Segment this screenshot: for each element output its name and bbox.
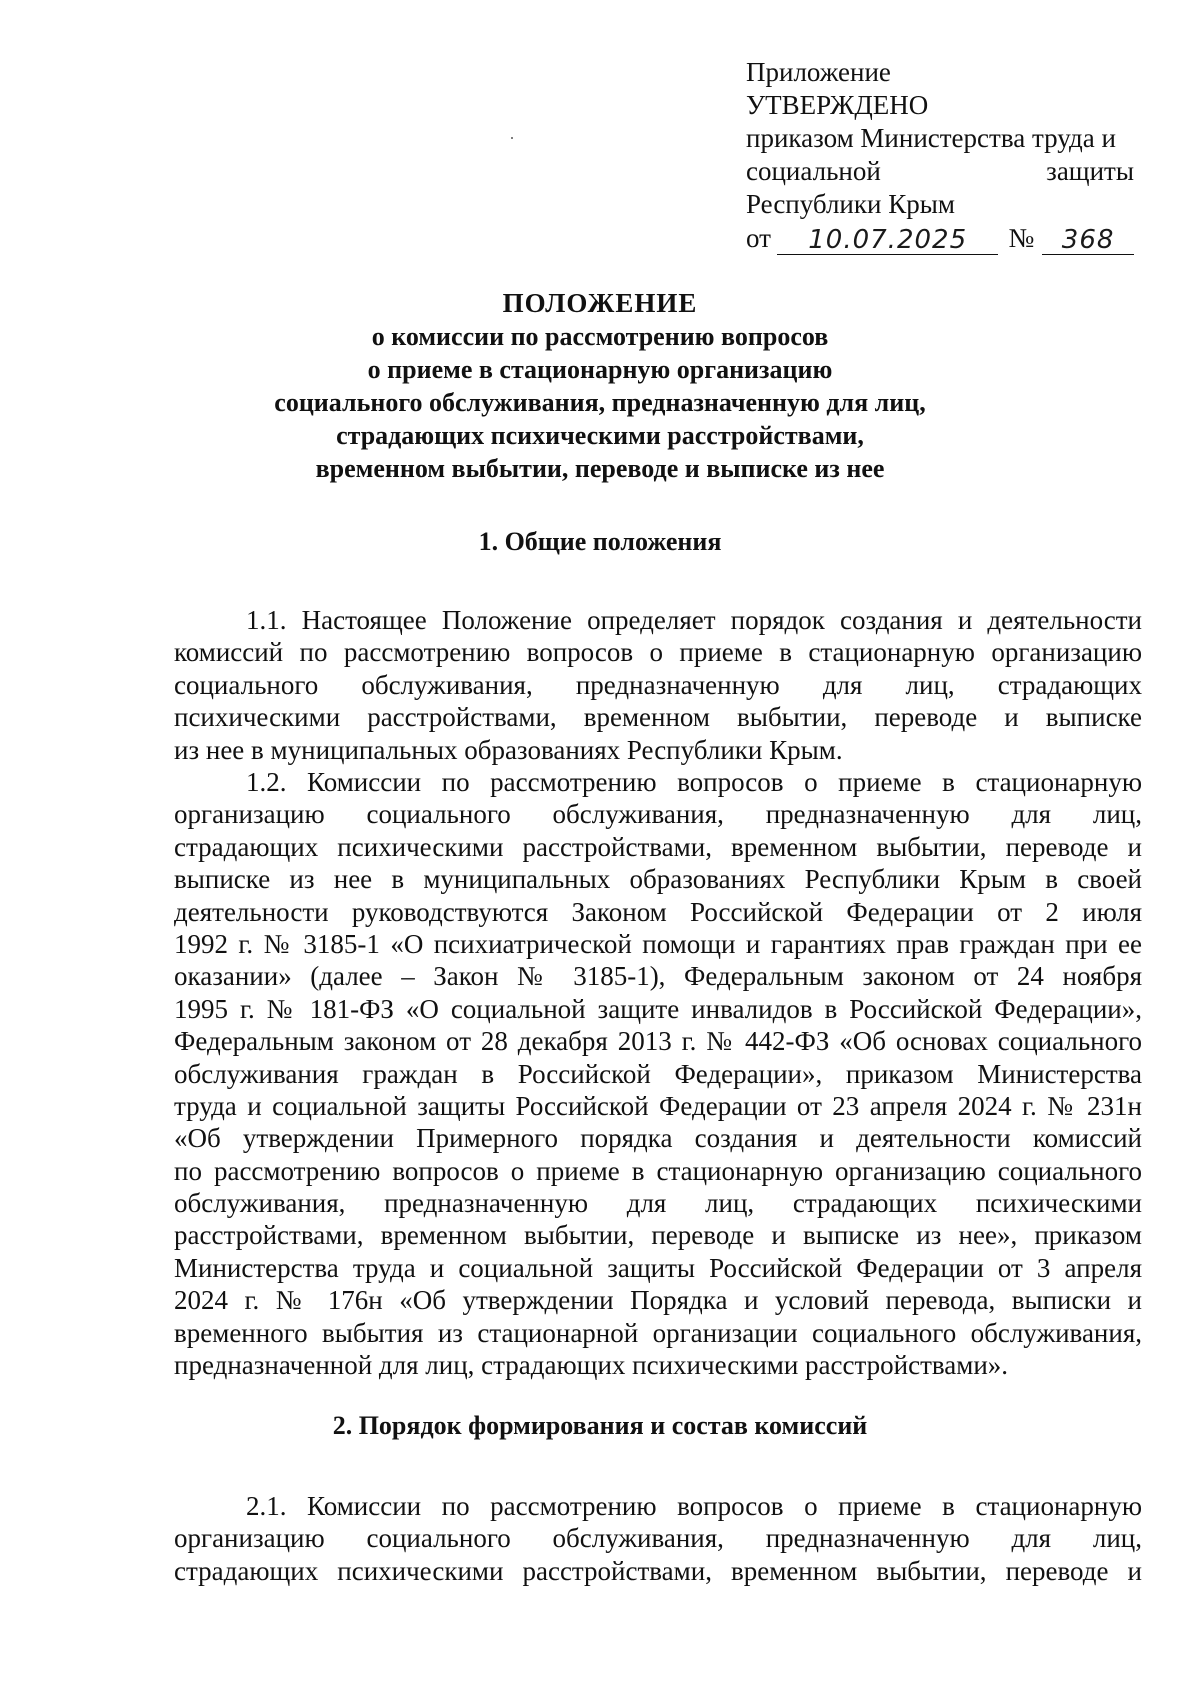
title-line: о приеме в стационарную организацию — [367, 355, 833, 384]
approval-block — [746, 56, 1134, 255]
approval-republic-line: Республики Крым — [746, 189, 955, 219]
approval-ministry-line — [746, 155, 1134, 188]
paragraph-line: 2.1. Комиссии по рассмотрению вопросов о приеме в стационарную — [246, 1491, 1142, 1521]
paragraph-line: 1.2. Комиссии по рассмотрению вопросов о приеме в стационарную — [246, 767, 1142, 797]
title-line: о комиссии по рассмотрению вопросов — [371, 322, 829, 351]
paragraph-line: Федеральным законом от 28 декабря 2013 г. № 442-ФЗ «Об основах социального — [174, 1026, 1142, 1057]
paragraph-line: деятельности руководствуются Законом Российской Федерации от 2 июля — [174, 896, 1142, 927]
paragraph-line: выписке из нее в муниципальных образованиях Республики Крым в своей — [174, 864, 1142, 895]
title-main: ПОЛОЖЕНИЕ — [502, 288, 698, 318]
paragraph-line: страдающих психическими расстройствами, временном выбытии, переводе и — [174, 1555, 1142, 1586]
paragraph-line: обслуживания граждан в Российской Федерации», приказом Министерства — [174, 1058, 1142, 1089]
title-line: страдающих психическими расстройствами, — [336, 421, 864, 450]
approval-date-handwritten: 10.07.2025 — [808, 225, 968, 255]
paragraph-line: 1995 г. № 181-ФЗ «О социальной защите инвалидов в Российской Федерации», — [174, 993, 1142, 1024]
paragraph-line: психическими расстройствами, временном выбытии, переводе и выписке — [174, 702, 1142, 733]
paragraph-line: Министерства труда и социальной защиты Российской Федерации от 3 апреля — [174, 1252, 1142, 1283]
title-line: социального обслуживания, предназначенную для лиц, — [274, 388, 926, 417]
paragraph-line: обслуживания, предназначенную для лиц, страдающих психическими — [174, 1188, 1142, 1219]
scan-speck — [511, 137, 513, 139]
approval-date-number-line — [746, 222, 1134, 255]
paragraph-line: из нее в муниципальных образованиях Республики Крым. — [174, 734, 843, 765]
paragraph-line: страдающих психическими расстройствами, временном выбытии, переводе и — [174, 831, 1142, 862]
paragraph-line: 1992 г. № 3185-1 «О психиатрической помощи и гарантиях прав граждан при ее — [174, 928, 1142, 959]
paragraph-1-1 — [174, 604, 1142, 766]
title-line: временном выбытии, переводе и выписке из нее — [315, 454, 885, 483]
paragraph-line: «Об утверждении Примерного порядка создания и деятельности комиссий — [174, 1123, 1142, 1154]
document-title — [0, 286, 1200, 485]
paragraph-line: 2024 г. № 176н «Об утверждении Порядка и условий перевода, выписки и — [174, 1285, 1142, 1316]
approval-ministry-word-1: социальной — [746, 156, 881, 186]
approval-number-field — [1042, 224, 1134, 255]
section-2-heading: 2. Порядок формирования и состав комиссий — [332, 1411, 868, 1440]
paragraph-line: 1.1. Настоящее Положение определяет порядок создания и деятельности — [246, 605, 1142, 635]
approval-approved-label: УТВЕРЖДЕНО — [746, 90, 929, 120]
approval-ministry-word-2: защиты — [1046, 156, 1134, 186]
approval-date-field — [777, 224, 998, 255]
paragraph-line: расстройствами, временном выбытии, переводе и выписке из нее», приказом — [174, 1220, 1142, 1251]
paragraph-line: организацию социального обслуживания, предназначенную для лиц, — [174, 799, 1142, 830]
paragraph-line: по рассмотрению вопросов о приеме в стационарную организацию социального — [174, 1155, 1142, 1186]
paragraph-1-2 — [174, 766, 1142, 1381]
paragraph-2-1 — [174, 1490, 1142, 1587]
paragraph-line: предназначенной для лиц, страдающих психическими расстройствами». — [174, 1350, 1009, 1381]
approval-number-handwritten: 368 — [1061, 225, 1115, 255]
section-1-heading: 1. Общие положения — [478, 527, 722, 556]
approval-appendix-label: Приложение — [746, 57, 891, 87]
paragraph-line: социального обслуживания, предназначенную для лиц, страдающих — [174, 669, 1142, 700]
approval-number-sign: № — [1008, 223, 1035, 253]
approval-date-prefix: от — [746, 223, 771, 253]
paragraph-line: труда и социальной защиты Российской Федерации от 23 апреля 2024 г. № 231н — [174, 1090, 1142, 1121]
paragraph-line: временного выбытия из стационарной организации социального обслуживания, — [174, 1317, 1142, 1348]
paragraph-line: оказании» (далее – Закон № 3185-1), Федеральным законом от 24 ноября — [174, 961, 1142, 992]
approval-order-line: приказом Министерства труда и — [746, 123, 1116, 153]
paragraph-line: комиссий по рассмотрению вопросов о приеме в стационарную организацию — [174, 637, 1142, 668]
paragraph-line: организацию социального обслуживания, предназначенную для лиц, — [174, 1523, 1142, 1554]
